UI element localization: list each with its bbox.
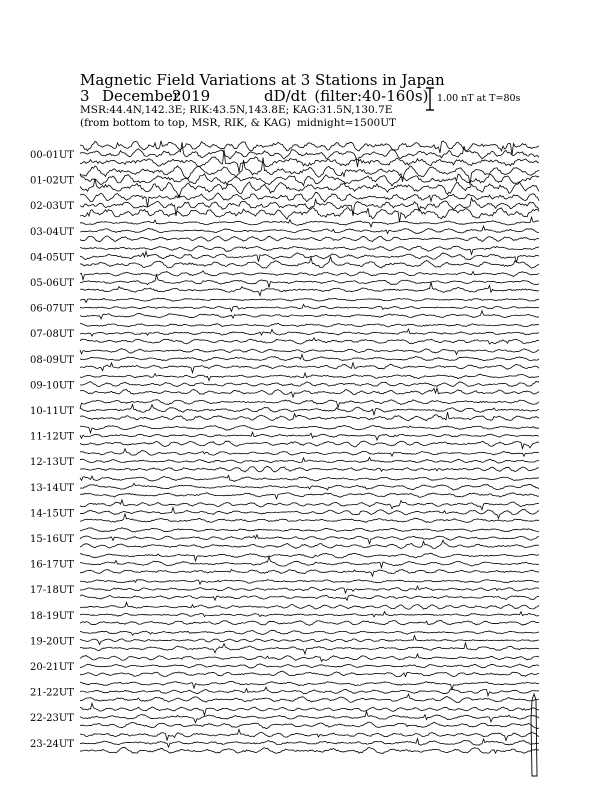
- hour-label: 14-15UT: [30, 508, 74, 520]
- hour-row: [30, 681, 539, 702]
- hour-label: 15-16UT: [30, 534, 74, 545]
- trace-line-msr: [80, 338, 539, 344]
- trace-line-kag: [80, 630, 539, 635]
- trace-line-kag: [80, 158, 539, 185]
- trace-line-kag: [80, 298, 539, 302]
- trace-line-rik: [80, 405, 539, 416]
- hour-label: 07-08UT: [30, 329, 74, 341]
- trace-line-msr: [80, 257, 539, 268]
- hour-label: 06-07UT: [30, 303, 74, 315]
- trace-line-kag: [80, 400, 539, 409]
- date-year: 2019: [172, 87, 211, 105]
- trace-line-rik: [80, 687, 539, 696]
- hour-row: [30, 141, 539, 172]
- trace-line-msr: [80, 362, 539, 372]
- trace-line-kag: [80, 246, 539, 255]
- hour-row: [30, 500, 539, 523]
- trace-line-kag: [80, 373, 539, 381]
- trace-line-msr: [80, 722, 539, 729]
- trace-line-kag: [80, 425, 539, 432]
- hour-label: 02-03UT: [30, 201, 74, 213]
- hour-row: [30, 323, 539, 344]
- trace-line-rik: [80, 557, 539, 568]
- trace-line-rik: [80, 636, 539, 645]
- trace-line-kag: [80, 602, 539, 609]
- hour-label: 19-20UT: [30, 636, 74, 648]
- midnight-note: midnight=1500UT: [296, 117, 397, 129]
- trace-line-kag: [80, 553, 539, 561]
- trace-line-rik: [80, 381, 539, 387]
- hour-label: 10-11UT: [30, 406, 74, 417]
- trace-line-kag: [80, 729, 539, 740]
- trace-line-kag: [80, 271, 539, 280]
- trace-line-msr: [80, 514, 539, 523]
- hour-row: [30, 349, 539, 373]
- hour-row: [30, 729, 539, 753]
- trace-line-rik: [80, 329, 539, 336]
- trace-line-msr: [80, 282, 539, 295]
- hour-label: 22-23UT: [30, 713, 74, 725]
- trace-line-msr: [80, 441, 539, 449]
- trace-line-rik: [80, 507, 539, 518]
- hour-row: [30, 475, 539, 499]
- hour-label: 18-19UT: [30, 610, 74, 622]
- hour-label: 17-18UT: [30, 585, 74, 597]
- hour-label: 01-02UT: [30, 175, 74, 187]
- quantity-label: dD/dt: [264, 87, 307, 105]
- hour-row: [30, 400, 539, 421]
- trace-rows: [30, 141, 539, 776]
- trace-line-rik: [80, 457, 539, 463]
- hour-label: 20-21UT: [30, 662, 74, 673]
- trace-line-kag: [80, 349, 539, 355]
- hour-row: [30, 449, 539, 472]
- hour-label: 12-13UT: [30, 457, 74, 469]
- station-coordinates: MSR:44.4N,142.3E; RIK:43.5N,143.8E; KAG:31.5N,130.7E: [80, 104, 393, 116]
- trace-line-rik: [80, 664, 539, 668]
- trace-line-kag: [80, 217, 539, 227]
- trace-line-msr: [80, 236, 539, 242]
- trace-line-rik: [80, 739, 539, 748]
- trace-excursion: [531, 694, 537, 776]
- hour-label: 00-01UT: [30, 150, 74, 161]
- trace-line-msr: [80, 493, 539, 499]
- trace-line-msr: [80, 643, 539, 654]
- hour-row: [30, 703, 539, 728]
- trace-line-kag: [80, 449, 539, 457]
- trace-line-rik: [80, 275, 539, 288]
- scale-bar: [426, 88, 434, 110]
- date-month: December: [102, 87, 181, 105]
- hour-row: [30, 271, 539, 296]
- trace-line-rik: [80, 483, 539, 490]
- trace-line-rik: [80, 354, 539, 361]
- trace-line-msr: [80, 150, 539, 172]
- hour-label: 08-09UT: [30, 354, 74, 366]
- trace-line-rik: [80, 586, 539, 593]
- trace-line-kag: [80, 528, 539, 532]
- scale-label: 1.00 nT at T=80s: [437, 93, 521, 104]
- hour-label: 13-14UT: [30, 482, 74, 494]
- trace-line-kag: [80, 654, 539, 661]
- trace-line-msr: [80, 671, 539, 677]
- trace-line-rik: [80, 226, 539, 234]
- trace-line-kag: [80, 323, 539, 327]
- trace-line-msr: [80, 466, 539, 472]
- trace-line-msr: [80, 595, 539, 600]
- hour-label: 23-24UT: [30, 738, 74, 750]
- trace-line-msr: [80, 569, 539, 576]
- trace-line-rik: [80, 304, 539, 311]
- trace-line-msr: [80, 412, 539, 421]
- trace-line-msr: [80, 540, 539, 548]
- trace-line-kag: [80, 475, 539, 481]
- trace-line-kag: [80, 580, 539, 585]
- trace-line-msr: [80, 311, 539, 319]
- hour-row: [30, 654, 539, 677]
- hour-row: [30, 246, 539, 268]
- hour-label: 03-04UT: [30, 226, 74, 238]
- trace-line-msr: [80, 747, 539, 753]
- chart-title: Magnetic Field Variations at 3 Stations in Japan: [80, 71, 445, 89]
- trace-line-rik: [80, 712, 539, 723]
- hour-row: [30, 298, 539, 319]
- trace-line-kag: [80, 703, 539, 715]
- hour-label: 21-22UT: [30, 687, 74, 699]
- trace-line-rik: [80, 251, 539, 262]
- filter-label: (filter:40-160s): [314, 87, 429, 105]
- trace-line-kag: [80, 500, 539, 510]
- trace-line-kag: [80, 141, 539, 155]
- trace-line-rik: [80, 612, 539, 617]
- trace-line-kag: [80, 681, 539, 689]
- hour-row: [30, 602, 539, 625]
- hour-label: 16-17UT: [30, 559, 74, 571]
- hour-label: 11-12UT: [30, 431, 74, 443]
- date-day: 3: [80, 87, 90, 105]
- hour-label: 04-05UT: [30, 252, 74, 264]
- trace-line-msr: [80, 694, 539, 703]
- hour-label: 09-10UT: [30, 380, 74, 392]
- hour-row: [30, 528, 539, 549]
- hour-row: [30, 580, 539, 601]
- hour-row: [30, 158, 539, 198]
- hour-row: [30, 217, 539, 242]
- trace-line-msr: [80, 388, 539, 397]
- hour-row: [30, 630, 539, 654]
- trace-line-rik: [80, 432, 539, 440]
- hour-row: [30, 553, 539, 576]
- hour-label: 05-06UT: [30, 278, 74, 289]
- hour-row: [30, 192, 539, 222]
- trace-line-msr: [80, 208, 539, 223]
- trace-line-rik: [80, 535, 539, 544]
- hour-row: [30, 373, 539, 397]
- trace-line-msr: [80, 620, 539, 625]
- hour-row: [30, 425, 539, 448]
- station-order: (from bottom to top, MSR, RIK, & KAG): [80, 117, 291, 129]
